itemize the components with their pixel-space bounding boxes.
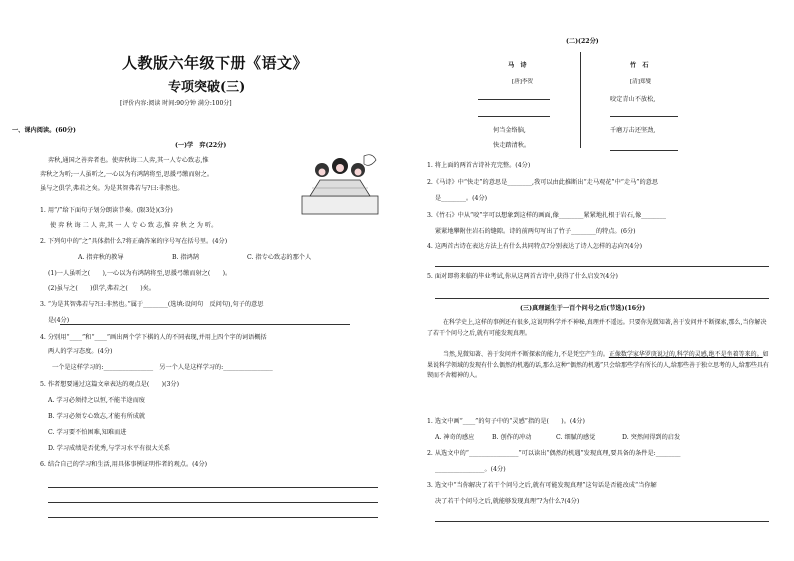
poem1-author: [唐]李贺 <box>512 79 534 85</box>
answer-line[interactable] <box>48 517 378 518</box>
question-4: 4. 这两首古诗在表达方法上有什么共同特点?分别表达了诗人怎样的志向?(4分) <box>427 243 643 250</box>
passage-line: 虽与之俱学,弗若之矣。为是其智弗若与?曰:非然也。 <box>40 185 184 192</box>
q2-item: (2)虽与之( )俱学,弗若之( )矣。 <box>48 285 156 292</box>
poem2-blank[interactable] <box>610 150 678 151</box>
q1b-option: C. 细腻的感觉 <box>556 434 596 441</box>
poem1-line: 何当金络脑, <box>493 127 526 134</box>
poem2-title: 竹 石 <box>630 62 649 69</box>
exam-meta: [评价内容:阅读 时间:90分钟 满分:100分] <box>120 100 232 107</box>
question-3: 3.《竹石》中从“咬”字可以想象到这样的画面,像________紧紧地扎根于岩石,像________ <box>427 212 666 219</box>
part1-heading: (一)学 弈(22分) <box>175 142 227 149</box>
question-1b: 1. 选文中画“____”的句子中的“灵感”指的是( )。(4分) <box>427 418 585 425</box>
q1b-option: A. 神奇的感应 <box>435 434 475 441</box>
section-heading: 一、课内阅读。(60分) <box>12 127 76 134</box>
answer-line[interactable] <box>435 521 769 522</box>
part2-heading: (二)(22分) <box>566 38 599 45</box>
question-2b-cont: ________________。(4分) <box>435 466 506 473</box>
question-3-cont: 是(4分) <box>48 317 70 324</box>
question-2: 2. 下列句中的“之”具体指什么?将正确答案的序号写在括号里。(4分) <box>40 238 228 245</box>
q4-fill: 一个是这样学习的:________________ 另一个人是这样学习的:________________ <box>52 364 273 371</box>
question-2: 2.《马诗》中“快走”的意思是________,我可以由此推断出“走马观花”中“走马”的意思 <box>427 179 659 186</box>
poem2-author: [清]郑燮 <box>630 79 652 85</box>
passage-line: 弈秋之为听;一人虽听之,一心以为有鸿鹄将至,思援弓缴而射之。 <box>40 171 214 178</box>
q2-option: B. 指鸿鹄 <box>172 254 200 261</box>
q2-option: C. 指专心致志的那个人 <box>247 254 312 261</box>
poem2-line: 咬定青山不放松, <box>610 96 656 103</box>
q1b-option: D. 突然间得到的启发 <box>622 434 681 441</box>
passage-line: 弈秋,通国之善弈者也。使弈秋诲二人弈,其一人专心致志,惟 <box>48 157 209 164</box>
question-2b: 2. 从选文中的“________________”可以读出“偶然的机遇”发现真理,要具备的条件是:________ <box>427 450 681 457</box>
answer-line[interactable] <box>48 487 378 488</box>
question-3b-cont: 决了若干个问号之后,就能够发现真理”?为什么?(4分) <box>435 498 580 505</box>
q5-option: A. 学习必须持之以恒,不能半途而废 <box>48 397 145 404</box>
question-5: 5. 作者想要通过这篇文章表达的观点是( )(3分) <box>40 381 180 388</box>
poem-divider <box>580 52 581 148</box>
question-5: 5. 面对即将来临的毕业考试,你从这两首古诗中,获得了什么启发?(4分) <box>427 273 618 280</box>
part3-heading: (三)真理诞生于一百个问号之后(节选)(16分) <box>520 305 646 312</box>
answer-line[interactable] <box>60 324 350 325</box>
q5-option: D. 学习成绩是否优秀,与学习水平有很大关系 <box>48 445 171 452</box>
answer-line[interactable] <box>435 298 769 299</box>
page-subtitle: 专项突破(三) <box>168 80 246 95</box>
answer-line[interactable] <box>435 266 769 267</box>
question-1: 1. 用“/”给下面句子划分朗读节奏。(限3处)(3分) <box>40 207 173 214</box>
question-2-cont: 是________。(4分) <box>435 195 488 202</box>
passage-paragraph: 在科学史上,这样的事例还有很多,这说明科学并不神秘,真理并不遥远。只要你见微知著,善于发问并不断探索,那么,当你解决了若干个问号之后,就有可能发现真理。 <box>427 319 767 337</box>
question-6: 6. 结合自己的学习和生活,用具体事例证明作者的观点。(4分) <box>40 461 208 468</box>
q1-sentence: 使 弈 秋 诲 二 人 弈,其 一 人 专 心 致 志,惟 弈 秋 之 为 听。 <box>50 222 218 229</box>
page-title: 人教版六年级下册《语文》 <box>122 54 309 72</box>
poem1-title: 马 诗 <box>508 62 527 69</box>
paragraph-text: 当然,见微知著、善于发问并不断探索的能力,不是凭空产生的。 <box>443 351 609 358</box>
question-3b: 3. 选文中“当你解决了若干个问号之后,就有可能发现真理”这句话是否能改成“当你解 <box>427 482 657 489</box>
question-4-cont: 两人的学习态度。(4分) <box>48 348 113 355</box>
passage-paragraph <box>427 350 771 382</box>
question-1: 1. 将上面的两首古诗补充完整。(4分) <box>427 162 531 169</box>
q5-option: C. 学习要不怕困难,知难而进 <box>48 429 127 436</box>
answer-line[interactable] <box>48 502 378 503</box>
study-illustration <box>300 150 380 216</box>
poem2-line: 千磨万击还坚劲, <box>610 127 656 134</box>
poem1-blank[interactable] <box>478 99 550 100</box>
poem2-blank[interactable] <box>610 116 678 117</box>
q2-item: (1)一人虽听之( ),一心以为有鸿鹄将至,思援弓缴而射之( )。 <box>48 270 232 277</box>
question-4: 4. 分别用“____”和“____”画出两个学下棋的人的不同表现,并用上四个字的词语概括 <box>40 334 267 341</box>
question-3: 3. “为是其智弗若与?曰:非然也。”属于________(选填:设问句 反问句),句子的意思 <box>40 301 264 308</box>
poem1-blank[interactable] <box>478 116 550 117</box>
poem1-line: 快走踏清秋。 <box>493 142 531 149</box>
q5-option: B. 学习必须专心致志,才能有所成就 <box>48 413 146 420</box>
q1b-option: B. 创作的冲动 <box>492 434 532 441</box>
q2-option: A. 指弈秋的教导 <box>78 254 124 261</box>
underlined-sentence: 正像数学家华罗庚说过的,科学的灵感,绝不是坐着等来的。 <box>608 351 763 358</box>
question-3-cont: 紧紧地攀附住岩石的缝隙。诗的前两句写出了竹子________的特点。(6分) <box>435 228 636 235</box>
paragraph-text: 如果说科学领域的发现有什么偶然的机遇的话,那么这种“偶然的机遇”只会给那些学有所长的人,给那些善于独立思考的人,给那些具有锲而不舍精神的人。 <box>427 351 769 379</box>
